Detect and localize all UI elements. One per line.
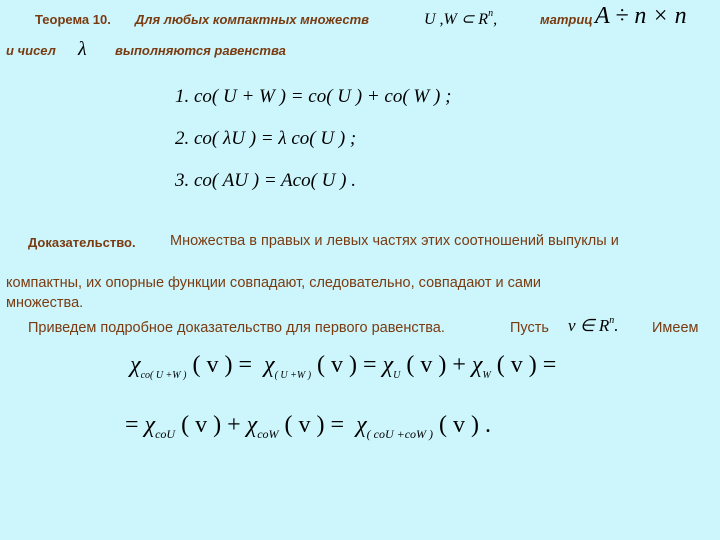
chi-5: χ — [144, 412, 156, 438]
proof-let: Пусть — [510, 320, 549, 336]
v-superscript: n — [609, 315, 615, 326]
chi-7-sub: ( coU +coW ) — [366, 427, 434, 441]
arg-2: ( v ) — [317, 352, 358, 378]
chi-7: χ — [356, 412, 367, 438]
chi-3: χ — [382, 352, 394, 378]
theorem-text-2: матриц — [540, 12, 593, 27]
theorem-sets — [424, 9, 497, 29]
arg-6: ( v ) — [284, 412, 325, 438]
sets-end: , — [493, 11, 498, 28]
chi-6: χ — [246, 412, 258, 438]
theorem-text-4: выполняются равенства — [115, 43, 286, 58]
eq-3: = — [542, 352, 557, 378]
chi-4-sub: W — [482, 370, 491, 381]
lambda-symbol: λ — [78, 38, 87, 60]
chi-3-sub: U — [393, 370, 401, 381]
formula-line-1 — [130, 352, 556, 379]
chi-6-sub: coW — [257, 427, 279, 441]
v-in-expression: v ∈ R — [568, 316, 610, 335]
equality-1: 1. co( U + W ) = co( U ) + co( W ) ; — [175, 86, 452, 107]
arg-5: ( v ) — [181, 412, 222, 438]
eq-2: = — [363, 352, 377, 378]
arg-7: ( v ) — [439, 412, 480, 438]
plus-1: + — [452, 352, 466, 378]
chi-1: χ — [130, 352, 141, 378]
proof-text-1: Множества в правых и левых частях этих соотношений выпуклы и — [170, 233, 619, 249]
sets-superscript: n — [488, 8, 494, 19]
equality-2: 2. co( λU ) = λ co( U ) ; — [175, 128, 357, 149]
chi-2-sub: ( U +W ) — [274, 370, 312, 381]
eq-5: = — [330, 412, 345, 438]
proof-have: Имеем — [652, 320, 699, 336]
v-end: . — [614, 316, 619, 335]
formula-line-2 — [125, 412, 491, 439]
v-in-rn — [568, 316, 619, 336]
proof-label: Доказательство. — [28, 235, 136, 250]
sets-expression: U ,W ⊂ R — [424, 11, 489, 28]
proof-text-2: компактны, их опорные функции совпадают, следовательно, совпадают и сами — [6, 275, 542, 291]
chi-1-sub: co( U +W ) — [140, 370, 187, 381]
end-dot: . — [485, 412, 492, 438]
chi-2: χ — [264, 352, 275, 378]
eq-4: = — [125, 412, 139, 438]
chi-5-sub: coU — [155, 427, 176, 441]
plus-2: + — [227, 412, 241, 438]
matrix-expression: A ÷ n × n — [595, 3, 687, 29]
equality-3: 3. co( AU ) = Aco( U ) . — [175, 170, 356, 191]
theorem-text-1: Для любых компактных множеств — [135, 12, 369, 27]
arg-1: ( v ) — [192, 352, 233, 378]
arg-3: ( v ) — [406, 352, 447, 378]
theorem-title: Теорема 10. — [35, 12, 111, 27]
proof-text-4: Приведем подробное доказательство для первого равенства. — [28, 320, 445, 336]
chi-4: χ — [471, 352, 483, 378]
arg-4: ( v ) — [496, 352, 537, 378]
proof-text-3: множества. — [6, 295, 84, 311]
eq-1: = — [238, 352, 252, 378]
theorem-text-3: и чисел — [6, 43, 56, 58]
